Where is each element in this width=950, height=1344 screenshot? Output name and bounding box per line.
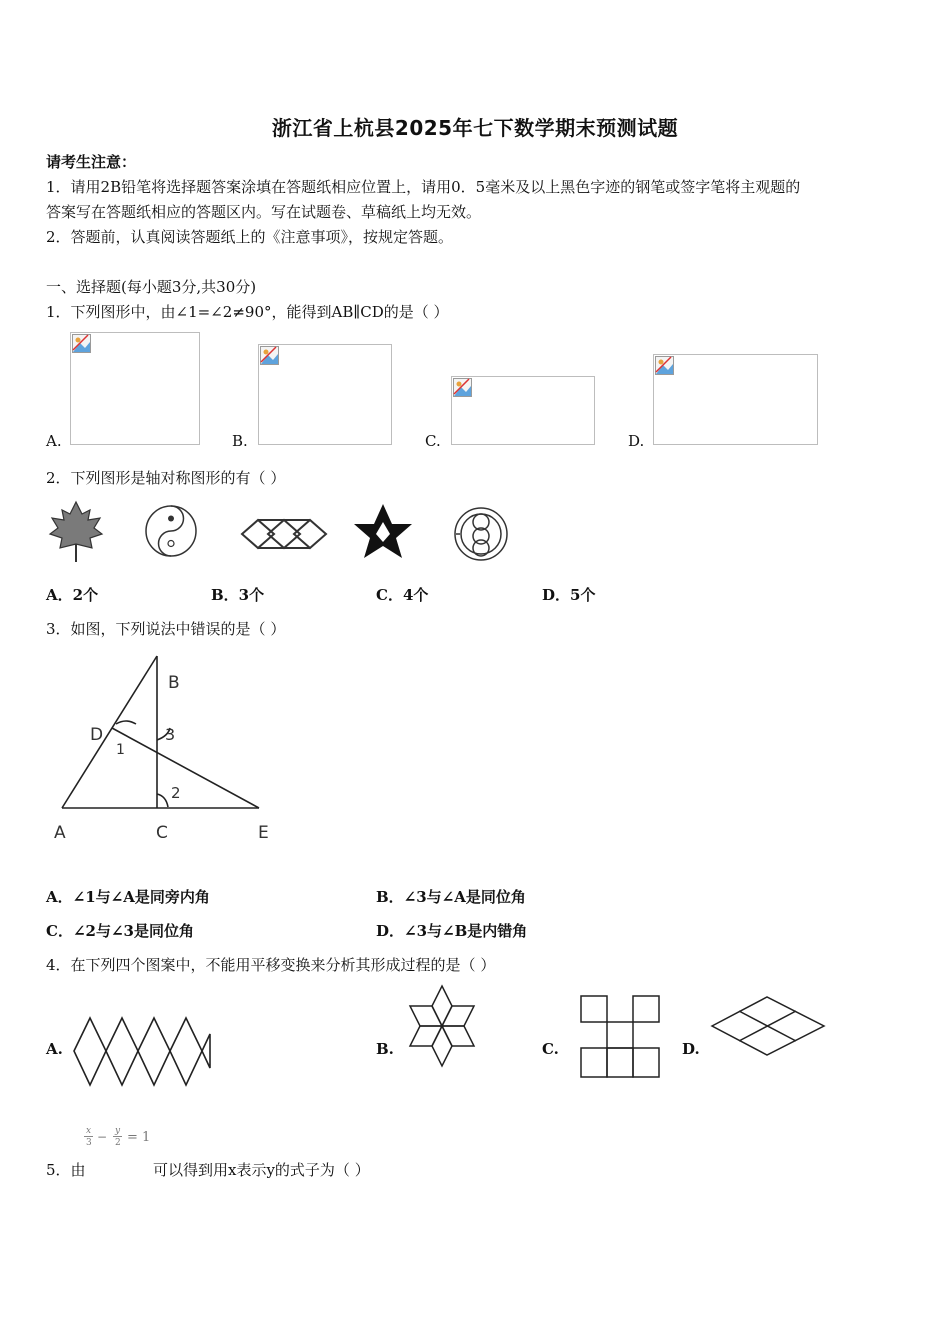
broken-image-icon [453,378,472,397]
angle-label-3: 3 [165,725,176,744]
broken-image-icon [72,334,91,353]
point-label-c: C [156,823,168,843]
formula-equals-1: = 1 [127,1130,151,1145]
knot-pattern-figure [242,520,326,548]
q1-option-a-image [70,332,200,445]
maple-leaf-figure [50,502,102,562]
page-title: 浙江省上杭县2025年七下数学期末预测试题 [271,116,679,140]
formula-y: y [115,1126,121,1136]
q4-option-c-label: C. [542,1040,559,1058]
q2-option-a: A．2个 [46,586,99,604]
angle-label-1: 1 [116,742,125,758]
point-label-b: B [168,673,180,693]
q4-option-b-label: B. [376,1040,394,1058]
fraction-bar-1 [84,1136,93,1137]
q1-option-b-image [258,344,392,445]
angle-label-2: 2 [171,784,181,802]
formula-x: x [86,1126,92,1136]
q3-option-a: A．∠1与∠A是同旁内角 [46,888,210,906]
q5-equation [84,1126,164,1160]
q1-option-d-image [653,354,818,445]
q1-option-a-label: A. [46,432,62,450]
q1-option-d-label: D. [628,432,645,450]
q3-option-c: C．∠2与∠3是同位角 [46,922,194,940]
q4-option-a-diamonds [72,1016,214,1088]
q4-option-c-squares [578,993,662,1081]
q3-stem: 3．如图，下列说法中错误的是（ ） [46,620,286,638]
formula-3: 3 [86,1138,92,1148]
yin-yang-figure [146,506,196,556]
nested-circles-figure [455,508,507,560]
pentagon-star-figure [354,504,412,558]
q3-option-b: B．∠3与∠A是同位角 [376,888,526,906]
q2-stem: 2．下列图形是轴对称图形的有（ ） [46,469,286,487]
formula-2: 2 [115,1138,121,1148]
formula-minus: − [97,1130,108,1144]
q4-option-b-star [402,984,482,1070]
q4-option-a-label: A. [46,1040,63,1058]
q2-option-b: B．3个 [211,586,265,604]
q2-option-d: D．5个 [542,586,596,604]
fraction-bar-2 [113,1136,122,1137]
q4-stem: 4．在下列四个图案中，不能用平移变换来分析其形成过程的是（ ） [46,956,496,974]
notice-heading: 请考生注意： [46,153,137,171]
q3-option-d: D．∠3与∠B是内错角 [376,922,528,940]
q3-triangle-figure [40,648,280,848]
q1-option-c-image [451,376,595,445]
notice-item-2: 2．答题前，认真阅读答题纸上的《注意事项》，按规定答题。 [46,228,454,246]
q1-option-c-label: C. [425,432,441,450]
q1-stem: 1．下列图形中，由∠1=∠2≠90°，能得到AB∥CD的是（ ） [46,303,449,321]
q5-stem: 可以得到用x表示y的式子为（ ） [153,1161,370,1179]
notice-item-1-line-2: 答案写在答题纸相应的答题区内。写在试题卷、草稿纸上均无效。 [46,203,482,221]
point-label-e: E [258,823,269,843]
q5-prefix: 5．由 [46,1161,86,1179]
section-heading: 一、选择题(每小题3分,共30分) [46,278,257,296]
point-label-d: D [90,725,104,745]
q1-option-b-label: B. [232,432,248,450]
point-label-a: A [54,823,66,843]
notice-item-1-line-1: 1．请用2B铅笔将选择题答案涂填在答题纸相应位置上，请用0．5毫米及以上黑色字迹的钢笔或签字笔将主观题的 [46,178,801,196]
q2-option-c: C．4个 [376,586,429,604]
q2-figures [40,496,510,566]
broken-image-icon [655,356,674,375]
q4-option-d-label: D. [682,1040,700,1058]
broken-image-icon [260,346,279,365]
q4-option-d-rhombus [708,994,828,1058]
